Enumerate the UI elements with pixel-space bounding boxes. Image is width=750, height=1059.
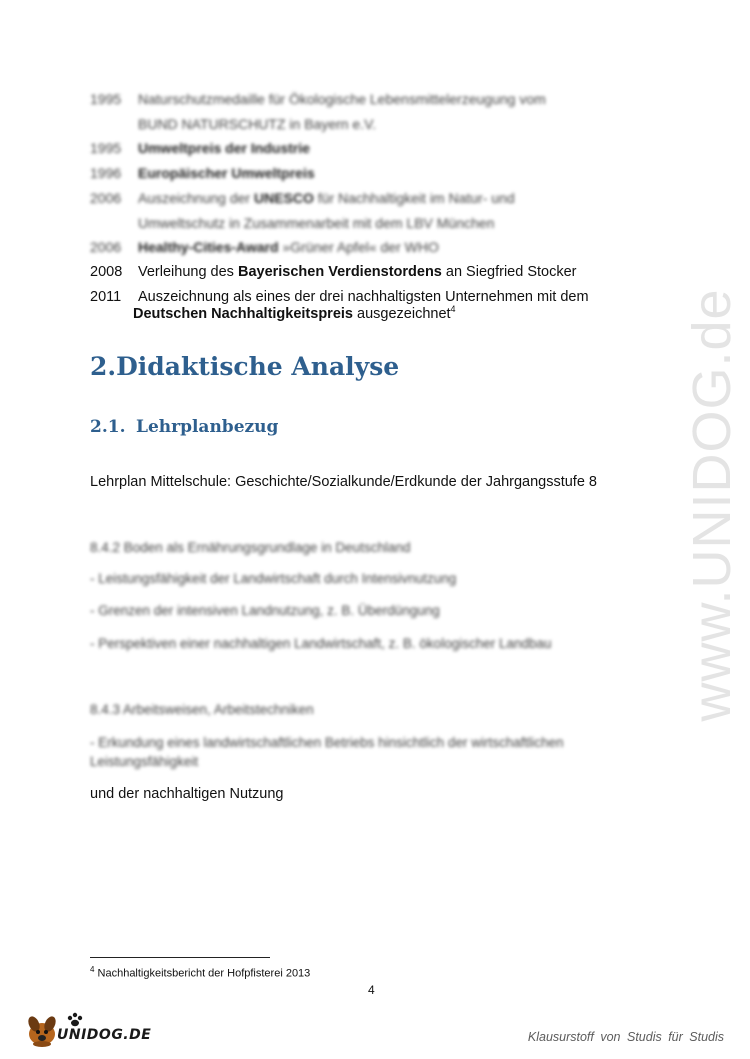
- award-text: Naturschutzmedaille für Ökologische Lebensmittelerzeugung vom: [138, 91, 546, 107]
- lehrplan-line: Lehrplan Mittelschule: Geschichte/Sozialkunde/Erdkunde der Jahrgangsstufe 8: [90, 474, 597, 490]
- award-row: [90, 238, 439, 256]
- award-row-2008: [90, 263, 576, 281]
- footer-tagline: Klausurstoff von Studis für Studis: [527, 1030, 724, 1044]
- award-title: Deutschen Nachhaltigkeitspreis: [133, 306, 353, 322]
- award-text: »Grüner Apfel« der WHO: [278, 239, 439, 255]
- award-text: an Siegfried Stocker: [441, 264, 577, 280]
- award-year: 1995: [90, 91, 122, 107]
- subsection-number: 2.1.: [90, 417, 126, 437]
- award-year: 1996: [90, 165, 122, 181]
- award-title: Bayerischen Verdienstordens: [237, 264, 442, 280]
- award-row: [90, 164, 315, 182]
- subsection-heading: [90, 417, 278, 437]
- award-year: 2008: [90, 264, 123, 280]
- award-text: Auszeichnung der: [138, 190, 254, 206]
- award-row: [90, 90, 546, 108]
- curriculum-item: - Perspektiven einer nachhaltigen Landwirtschaft, z. B. ökologischer Landbau: [90, 636, 552, 651]
- award-title: UNESCO: [253, 190, 314, 206]
- curriculum-item: - Erkundung eines landwirtschaftlichen Betriebs hinsichtlich der wirtschaftlichen: [90, 735, 564, 750]
- curriculum-item-sharp: und der nachhaltigen Nutzung: [90, 786, 284, 802]
- award-text: für Nachhaltigkeit im Natur- und: [313, 190, 515, 206]
- award-row: [90, 189, 515, 207]
- award-year: 2006: [90, 239, 122, 255]
- award-continuation: BUND NATURSCHUTZ in Bayern e.V.: [138, 116, 377, 132]
- award-title: Europäischer Umweltpreis: [138, 165, 315, 181]
- award-title: Umweltpreis der Industrie: [138, 140, 310, 156]
- footnote-ref: 4: [450, 304, 456, 315]
- subsection-title: Lehrplanbezug: [136, 417, 279, 437]
- award-row-2011: [90, 288, 589, 306]
- award-row-2011-cont: [133, 305, 456, 323]
- watermark: www.UNIDOG.de: [682, 288, 742, 722]
- curriculum-title: 8.4.2 Boden als Ernährungsgrundlage in Deutschland: [90, 540, 411, 555]
- award-row: [90, 139, 310, 157]
- curriculum-item: - Grenzen der intensiven Landnutzung, z. B. Überdüngung: [90, 603, 440, 618]
- footnote: [90, 965, 310, 980]
- curriculum-title: 8.4.3 Arbeitsweisen, Arbeitstechniken: [90, 702, 314, 717]
- section-heading: 2.Didaktische Analyse: [90, 352, 400, 381]
- curriculum-item: - Leistungsfähigkeit der Landwirtschaft durch Intensivnutzung: [90, 571, 457, 586]
- footnote-divider: [90, 957, 270, 958]
- footnote-number: 4: [90, 965, 95, 974]
- award-title: Healthy-Cities-Award: [138, 239, 279, 255]
- curriculum-item: Leistungsfähigkeit: [90, 754, 199, 769]
- footnote-text: Nachhaltigkeitsbericht der Hofpfisterei 2013: [97, 967, 311, 980]
- award-continuation: Umweltschutz in Zusammenarbeit mit dem LBV München: [138, 215, 495, 231]
- award-text: Auszeichnung als eines der drei nachhaltigsten Unternehmen mit dem: [138, 289, 589, 305]
- award-text: ausgezeichnet: [353, 306, 451, 322]
- award-year: 2011: [90, 289, 122, 305]
- logo-text: UNIDOG.DE: [57, 1027, 152, 1043]
- page-number: 4: [368, 983, 375, 997]
- award-year: 1995: [90, 140, 122, 156]
- award-text: Verleihung des: [138, 264, 238, 280]
- award-year: 2006: [90, 190, 122, 206]
